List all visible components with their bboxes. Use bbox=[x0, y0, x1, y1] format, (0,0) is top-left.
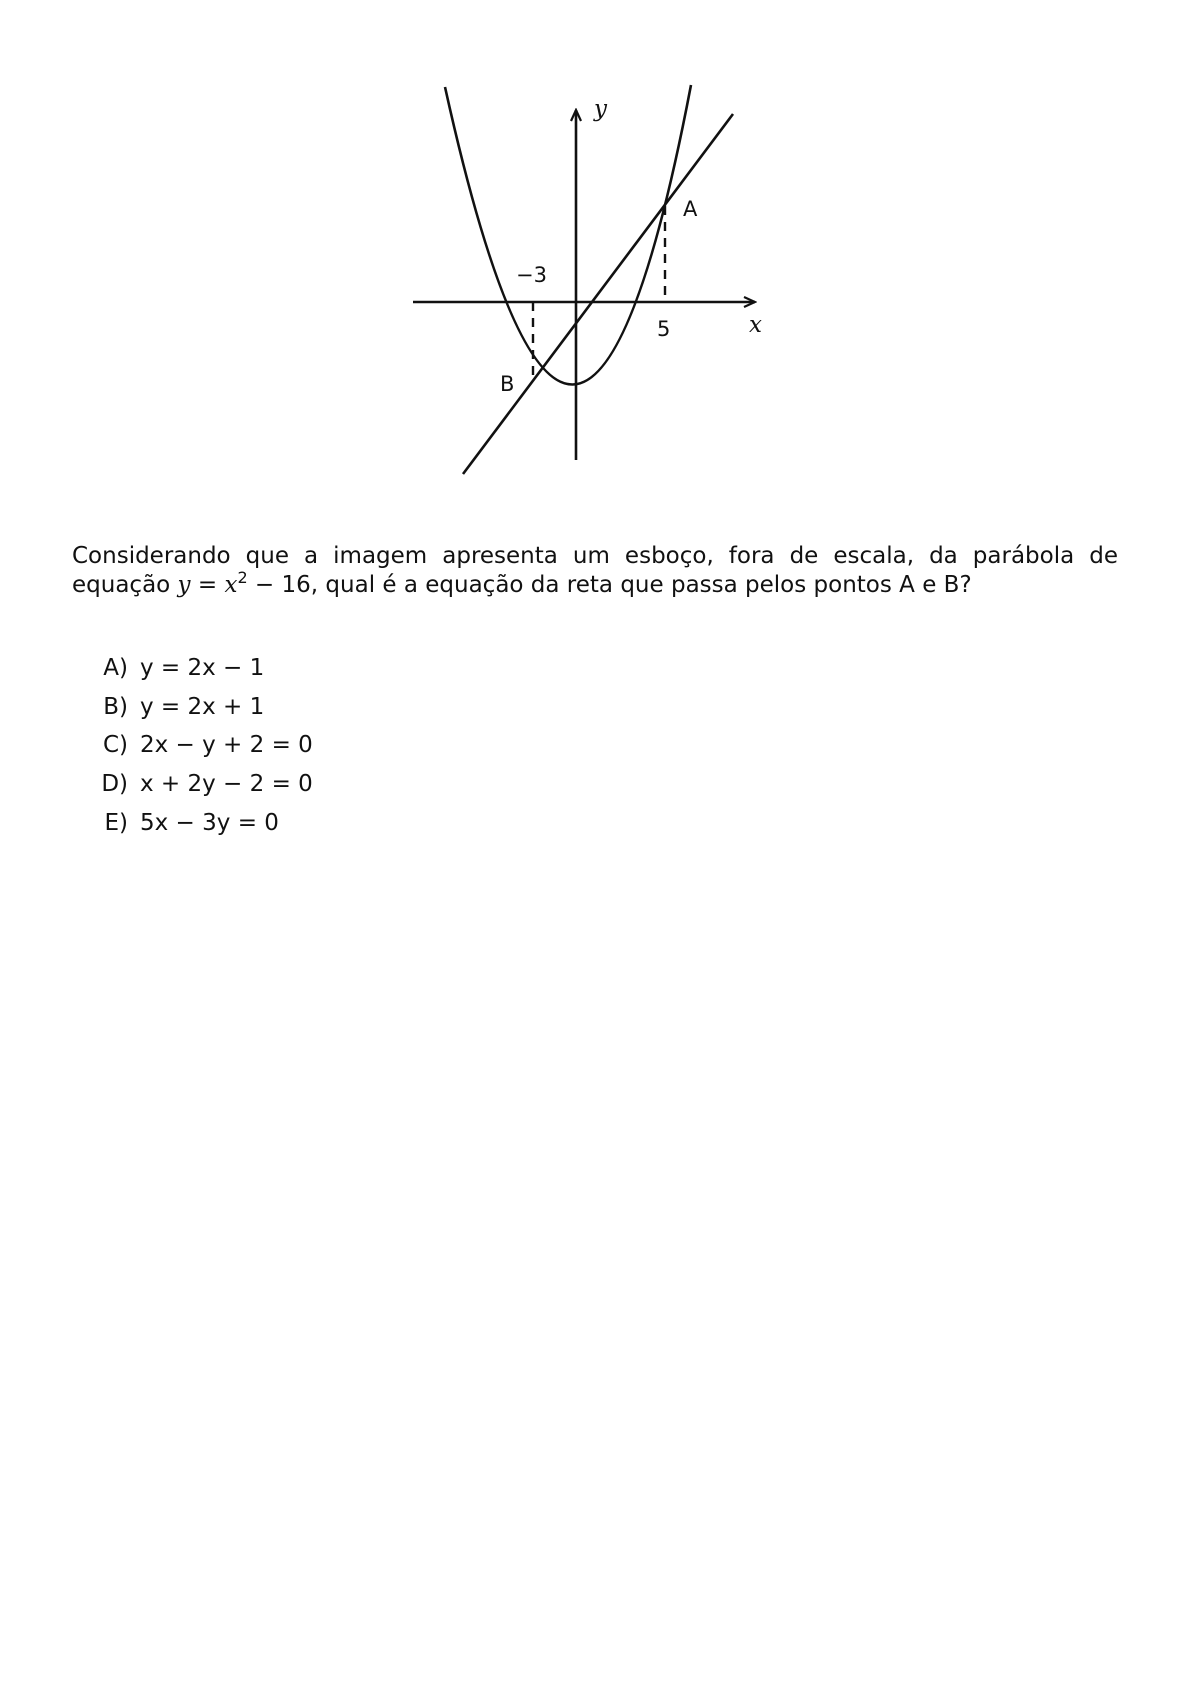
question-prefix: equação bbox=[72, 572, 178, 598]
parabola-curve bbox=[445, 85, 691, 385]
equation-rest: − 16 bbox=[247, 572, 311, 598]
option-equation: 2x − y + 2 = 0 bbox=[140, 732, 313, 759]
question-suffix: , qual é a equação da reta que passa pelos pontos A e B? bbox=[310, 572, 972, 598]
point-label-b: B bbox=[500, 372, 515, 396]
parabola-figure bbox=[380, 80, 800, 510]
option-letter: C) bbox=[102, 732, 128, 759]
option-equation: y = 2x + 1 bbox=[140, 693, 265, 720]
option-equation: y = 2x − 1 bbox=[140, 655, 265, 681]
option-letter: D) bbox=[101, 771, 128, 798]
option-d[interactable] bbox=[84, 771, 313, 810]
x-axis-label: x bbox=[749, 312, 762, 338]
equation-equals: = bbox=[190, 572, 225, 598]
equation-x: x bbox=[224, 572, 238, 598]
question-line-2 bbox=[72, 568, 1118, 600]
equation-exponent: 2 bbox=[237, 568, 248, 587]
question-text bbox=[72, 542, 1118, 600]
tick-label-neg3: −3 bbox=[516, 263, 547, 287]
option-a[interactable] bbox=[84, 655, 313, 694]
question-line-1: Considerando que a imagem apresenta um esboço, fora de escala, da parábola de bbox=[72, 543, 1118, 569]
equation-y: y bbox=[177, 572, 191, 598]
option-letter: B) bbox=[103, 693, 128, 720]
answer-options bbox=[84, 655, 313, 848]
option-letter: E) bbox=[104, 809, 128, 836]
option-e[interactable] bbox=[84, 810, 313, 849]
tick-label-5: 5 bbox=[657, 317, 671, 341]
option-equation: 5x − 3y = 0 bbox=[140, 809, 279, 836]
option-equation: x + 2y − 2 = 0 bbox=[140, 771, 313, 798]
option-b[interactable] bbox=[84, 694, 313, 733]
y-axis-label: y bbox=[594, 96, 607, 122]
parabola-graph bbox=[380, 80, 800, 510]
option-c[interactable] bbox=[84, 732, 313, 771]
point-label-a: A bbox=[683, 197, 698, 221]
option-letter: A) bbox=[103, 655, 128, 681]
